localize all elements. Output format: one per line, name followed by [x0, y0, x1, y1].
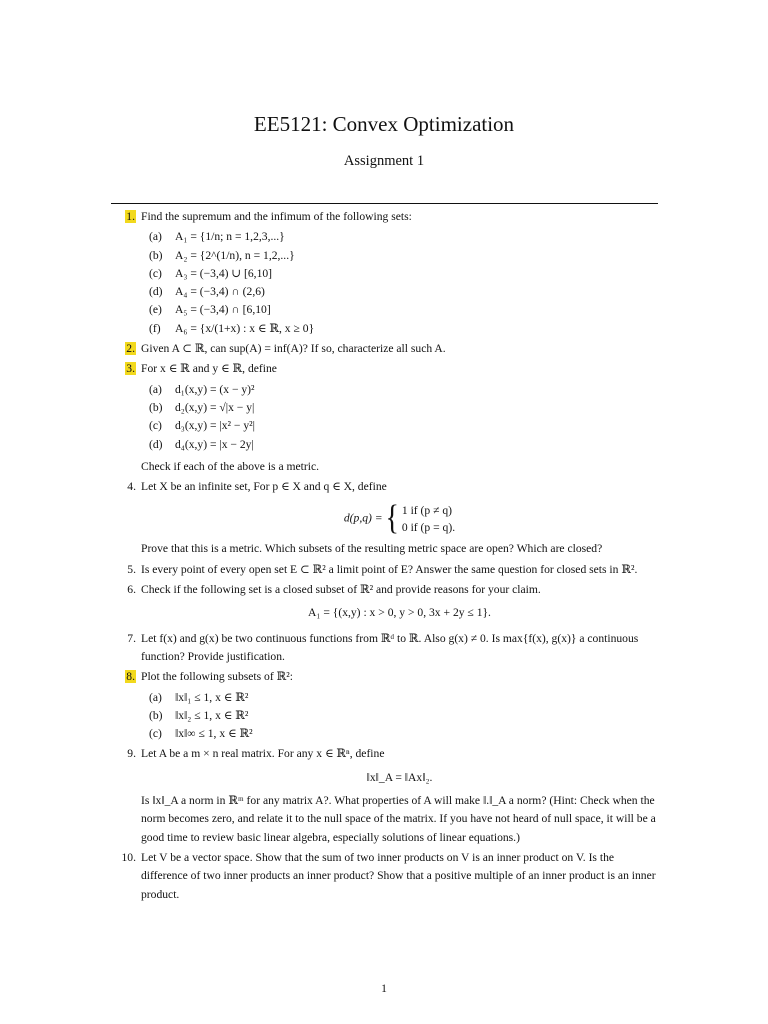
sub-item-text: d₄(x,y) = |x − 2y|: [175, 437, 254, 451]
sub-item-text: ‖x‖∞ ≤ 1, x ∈ ℝ²: [175, 727, 253, 741]
sub-item-text: A₁ = {1/n; n = 1,2,3,...}: [175, 230, 285, 244]
question-number: 8.: [126, 670, 135, 684]
question-number: 3.: [126, 362, 135, 376]
question-text: Let V be a vector space. Show that the sum of two inner products on V is an inner product on V. Is the difference of two inner products an inner product? Show that a positive multiple of an inner product is an inner product.: [141, 850, 656, 901]
left-brace-symbol: {: [385, 499, 399, 539]
sub-item: [141, 228, 658, 246]
question-text: Is every point of every open set E ⊂ ℝ² a limit point of E? Answer the same question for closed sets in ℝ².: [141, 562, 638, 576]
question-followup: Prove that this is a metric. Which subsets of the resulting metric space are open? Which are closed?: [141, 542, 603, 556]
question-text: Find the supremum and the infimum of the following sets:: [141, 210, 412, 223]
sub-item-text: d₂(x,y) = √|x − y|: [175, 400, 255, 414]
question-number: 9.: [127, 747, 136, 761]
question-number: 7.: [127, 631, 136, 645]
sub-item-label: (b): [149, 248, 163, 262]
equation-case: 0 if (p = q).: [401, 521, 456, 535]
question-text: For x ∈ ℝ and y ∈ ℝ, define: [141, 362, 277, 376]
question-1: [111, 208, 658, 338]
sub-item-label: (a): [149, 230, 162, 244]
document-subtitle: Assignment 1: [343, 153, 425, 169]
sub-item-label: (d): [149, 285, 163, 299]
sub-item: [141, 265, 658, 283]
question-number: 1.: [126, 210, 135, 223]
sub-item: [141, 320, 658, 338]
question-5: [111, 561, 658, 579]
question-number: 6.: [127, 583, 136, 597]
question-text: Let X be an infinite set, For p ∈ X and q ∈ X, define: [141, 480, 387, 494]
question-text: Given A ⊂ ℝ, can sup(A) = inf(A)? If so, characterize all such A.: [141, 342, 446, 356]
question-number: 10.: [121, 850, 136, 864]
sub-item: [141, 417, 658, 435]
sub-item-label: (c): [149, 727, 162, 741]
document-title: EE5121: Convex Optimization: [253, 112, 515, 136]
question-number: 5.: [127, 562, 136, 576]
sub-item-text: ‖x‖₁ ≤ 1, x ∈ ℝ²: [175, 690, 249, 704]
sub-item-label: (b): [149, 708, 163, 722]
piecewise-equation: [141, 499, 658, 539]
sub-item: [141, 283, 658, 301]
question-10: [111, 849, 658, 904]
sub-item: [141, 399, 658, 417]
sub-item: [141, 725, 658, 743]
questions-list: [111, 208, 658, 904]
question-number: 2.: [126, 342, 135, 356]
sub-item: [141, 247, 658, 265]
sub-item-label: (a): [149, 690, 162, 704]
question-3: [111, 360, 658, 476]
sub-item: [141, 707, 658, 725]
question-7: [111, 630, 658, 667]
sub-item: [141, 301, 658, 319]
question-9: [111, 745, 658, 846]
question-text: Let A be a m × n real matrix. For any x ∈ ℝⁿ, define: [141, 747, 385, 761]
question-8: [111, 668, 658, 743]
sub-item: [141, 689, 658, 707]
sub-item-text: A₃ = (−3,4) ∪ [6,10]: [175, 266, 273, 280]
sub-item-label: (c): [149, 419, 162, 433]
sub-item: [141, 381, 658, 399]
set-equation: A₁ = {(x,y) : x > 0, y > 0, 3x + 2y ≤ 1}.: [308, 606, 491, 620]
sub-item-label: (c): [149, 266, 162, 280]
question-6: [111, 581, 658, 623]
sub-item-text: A₆ = {x/(1+x) : x ∈ ℝ, x ≥ 0}: [175, 321, 315, 335]
sub-item-label: (a): [149, 382, 162, 396]
question-2: [111, 340, 658, 358]
question-followup: Check if each of the above is a metric.: [141, 459, 320, 473]
sub-item-label: (e): [149, 303, 162, 317]
question-number: 4.: [127, 480, 136, 494]
equation-cases: [402, 502, 455, 536]
sub-item: [141, 436, 658, 454]
horizontal-rule: [111, 203, 658, 204]
question-text: Plot the following subsets of ℝ²:: [141, 670, 293, 684]
question-4: [111, 478, 658, 559]
question-text: Let f(x) and g(x) be two continuous functions from ℝᵈ to ℝ. Also g(x) ≠ 0. Is max{f(x), g(x)} a continuous function? Provide justification.: [141, 631, 639, 663]
question-text: Check if the following set is a closed subset of ℝ² and provide reasons for your claim.: [141, 583, 541, 597]
equation-lhs: d(p,q) =: [343, 512, 383, 526]
equation-case: 1 if (p ≠ q): [401, 504, 453, 518]
sub-item-text: d₃(x,y) = |x² − y²|: [175, 419, 255, 433]
sub-item-text: A₂ = {2^(1/n), n = 1,2,...}: [175, 248, 295, 262]
sub-item-text: d₁(x,y) = (x − y)²: [175, 382, 255, 396]
page-number: 1: [381, 982, 387, 995]
sub-item-text: A₄ = (−3,4) ∩ (2,6): [175, 285, 265, 299]
sub-item-text: ‖x‖₂ ≤ 1, x ∈ ℝ²: [175, 708, 249, 722]
question-followup: Is ‖x‖_A a norm in ℝᵐ for any matrix A?. What properties of A will make ‖.‖_A a norm? (Hint: Check when the norm becomes zero, and relate it to the null space of the matrix. If you have not heard of null space, it will be a good time to review basic linear algebra, especially solutions of linear equations.): [141, 794, 656, 844]
sub-item-label: (d): [149, 437, 163, 451]
sub-item-label: (b): [149, 400, 163, 414]
norm-equation: ‖x‖_A = ‖Ax‖₂.: [366, 770, 433, 784]
sub-item-text: A₅ = (−3,4) ∩ [6,10]: [175, 303, 271, 317]
sub-item-label: (f): [149, 321, 161, 335]
